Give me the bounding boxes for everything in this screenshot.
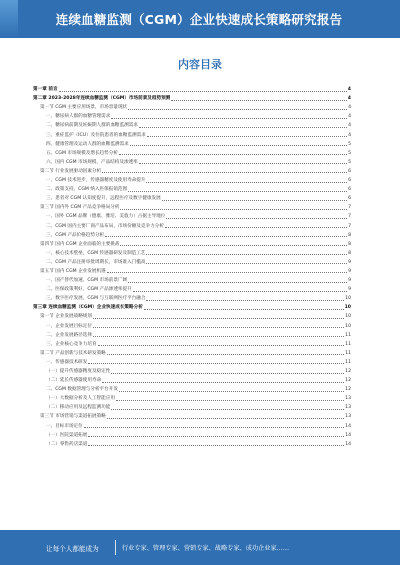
toc-entry[interactable] bbox=[33, 139, 351, 148]
toc-leader-dots bbox=[105, 236, 347, 237]
toc-entry[interactable] bbox=[33, 366, 351, 375]
toc-entry-page: 11 bbox=[345, 332, 351, 338]
toc-entry-text: 二、医保政策利好，CGM 产品渗透率提升 bbox=[46, 287, 132, 293]
toc-entry-page: 12 bbox=[345, 387, 351, 393]
toc-entry-page: 9 bbox=[348, 268, 351, 274]
toc-entry[interactable] bbox=[33, 302, 351, 311]
toc-leader-dots bbox=[162, 200, 347, 201]
toc-entry-page: 5 bbox=[348, 141, 351, 147]
toc-leader-dots bbox=[128, 282, 347, 283]
toc-entry-text: （一）医院渠道拓展 bbox=[46, 432, 88, 438]
toc-entry[interactable] bbox=[33, 175, 351, 184]
toc-entry-page: 11 bbox=[345, 350, 351, 356]
toc-entry-page: 14 bbox=[345, 423, 351, 429]
toc-entry-page: 5 bbox=[348, 150, 351, 156]
toc-entry-page: 10 bbox=[344, 305, 351, 311]
toc-entry[interactable] bbox=[33, 311, 351, 320]
toc-entry-text: 一、国外 CGM 品牌（德康、雅培、美敦力）占据主导地位 bbox=[46, 214, 166, 220]
toc-leader-dots bbox=[130, 145, 347, 146]
toc-entry-text: 二、糖尿病前期及妊娠期人群的血糖监测需求 bbox=[46, 123, 138, 129]
toc-entry[interactable] bbox=[33, 339, 351, 348]
toc-entry[interactable] bbox=[33, 293, 351, 302]
toc-leader-dots bbox=[93, 336, 344, 337]
toc-entry-page: 13 bbox=[345, 405, 351, 411]
toc-entry-text: 一、CGM 技术进步，传感器精度及使用寿命提升 bbox=[46, 178, 146, 184]
toc-entry-text: 第二节 产品创新与技术研发策略 bbox=[40, 350, 106, 356]
toc-entry[interactable] bbox=[33, 202, 351, 211]
toc-entry-page: 7 bbox=[348, 223, 351, 229]
toc-entry-text: 第三节 市场营销与渠道拓展策略 bbox=[40, 414, 106, 420]
toc-entry-page: 12 bbox=[345, 378, 351, 384]
toc-entry-page: 13 bbox=[345, 396, 351, 402]
toc-leader-dots bbox=[111, 118, 347, 119]
toc-leader-dots bbox=[93, 327, 344, 328]
toc-entry[interactable] bbox=[33, 157, 351, 166]
toc-entry-text: 第一节 企业发展战略规划 bbox=[40, 314, 92, 320]
toc-leader-dots bbox=[116, 400, 344, 401]
toc-leader-dots bbox=[107, 272, 347, 273]
toc-entry-text: （二）延长传感器使用寿命 bbox=[46, 378, 102, 384]
toc-leader-dots bbox=[147, 136, 347, 137]
toc-entry-page: 14 bbox=[345, 432, 351, 438]
toc-entry-text: 一、核心技术壁垒，CGM 传感器研发及制造工艺 bbox=[46, 250, 146, 256]
toc-entry-page: 7 bbox=[348, 214, 351, 220]
toc-entry[interactable] bbox=[33, 402, 351, 411]
toc-entry[interactable] bbox=[33, 357, 351, 366]
toc-entry-page: 4 bbox=[348, 123, 351, 129]
toc-entry-page: 11 bbox=[345, 359, 351, 365]
toc-entry[interactable] bbox=[33, 129, 351, 138]
toc-entry-page: 4 bbox=[348, 105, 351, 111]
toc-entry[interactable] bbox=[33, 393, 351, 402]
toc-entry-text: 二、CGM 国内主要厂商产品布局、市场份额及竞争力分析 bbox=[46, 223, 164, 229]
toc-entry[interactable] bbox=[33, 330, 351, 339]
toc-leader-dots bbox=[139, 127, 347, 128]
toc-entry-page: 4 bbox=[347, 96, 351, 102]
toc-entry-page: 5 bbox=[348, 159, 351, 165]
toc-entry-text: 二、CGM 数据管理与分析平台开发 bbox=[46, 387, 118, 393]
toc-entry-page: 9 bbox=[348, 259, 351, 265]
toc-leader-dots bbox=[171, 100, 347, 101]
toc-entry[interactable] bbox=[33, 430, 351, 439]
toc-leader-dots bbox=[111, 373, 344, 374]
toc-entry-page: 6 bbox=[348, 196, 351, 202]
toc-entry-page: 7 bbox=[348, 205, 351, 211]
toc-entry[interactable] bbox=[33, 375, 351, 384]
toc-entry-text: 第一章 前言 bbox=[33, 87, 58, 93]
toc-entry-text: 第一节 CGM 主要应用场景，市场容量现状 bbox=[40, 105, 128, 111]
toc-entry[interactable] bbox=[33, 230, 351, 239]
toc-entry-text: 一、目标市场定位 bbox=[46, 423, 83, 429]
toc-leader-dots bbox=[107, 418, 344, 419]
toc-entry[interactable] bbox=[33, 84, 351, 93]
toc-entry[interactable] bbox=[33, 148, 351, 157]
toc-entry[interactable] bbox=[33, 111, 351, 120]
toc-leader-dots bbox=[102, 382, 344, 383]
toc-entry-text: 第三节 国内外 CGM 产品竞争格局分析 bbox=[40, 205, 120, 211]
toc-entry[interactable] bbox=[33, 384, 351, 393]
toc-leader-dots bbox=[146, 263, 347, 264]
toc-entry-text: 六、国内 CGM 市场规模、产品结构及渗透率 bbox=[46, 159, 138, 165]
footer-slogan: 让每个人都能成为 bbox=[46, 544, 99, 553]
toc-entry-text: 三、患者对 CGM 认知度提升，远程医疗及数字健康发展 bbox=[46, 196, 161, 202]
table-of-contents bbox=[33, 84, 351, 448]
toc-leader-dots bbox=[88, 436, 344, 437]
toc-entry-page: 14 bbox=[345, 441, 351, 447]
toc-entry-page: 10 bbox=[345, 323, 351, 329]
toc-entry-text: 一、国产替代加速，CGM 市场前景广阔 bbox=[46, 278, 128, 284]
toc-entry-text: （二）零售药店渠道 bbox=[46, 441, 88, 447]
toc-entry[interactable] bbox=[33, 239, 351, 248]
toc-entry-page: 4 bbox=[347, 87, 351, 93]
toc-entry[interactable] bbox=[33, 184, 351, 193]
toc-entry-text: （一）提升传感器精度及稳定性 bbox=[46, 369, 111, 374]
toc-leader-dots bbox=[120, 245, 347, 246]
toc-leader-dots bbox=[59, 91, 347, 92]
footer-divider bbox=[115, 540, 116, 555]
report-title: 连续血糖监测（CGM）企业快速成长策略研究报告 bbox=[55, 12, 343, 27]
toc-leader-dots bbox=[84, 427, 344, 428]
toc-entry-text: 一、糖尿病人群的血糖管理需求 bbox=[46, 114, 111, 120]
toc-entry[interactable] bbox=[33, 120, 351, 129]
toc-entry[interactable] bbox=[33, 166, 351, 175]
toc-leader-dots bbox=[93, 318, 344, 319]
toc-entry-page: 10 bbox=[345, 314, 351, 320]
toc-entry-page: 6 bbox=[348, 168, 351, 174]
header-bar bbox=[0, 0, 400, 38]
toc-entry-text: （二）移动应用及远程监测功能 bbox=[46, 405, 111, 411]
toc-leader-dots bbox=[146, 300, 344, 301]
toc-entry[interactable] bbox=[33, 102, 351, 111]
toc-leader-dots bbox=[165, 227, 347, 228]
toc-leader-dots bbox=[119, 154, 347, 155]
toc-leader-dots bbox=[144, 309, 344, 310]
toc-entry[interactable] bbox=[33, 348, 351, 357]
toc-entry-page: 12 bbox=[345, 369, 351, 374]
toc-entry[interactable] bbox=[33, 211, 351, 220]
toc-entry-text: 第三章 连续血糖监测（CGM）企业快速成长策略分析 bbox=[33, 305, 143, 311]
toc-entry[interactable] bbox=[33, 420, 351, 429]
toc-entry-text: 三、企业核心竞争力培育 bbox=[46, 341, 97, 347]
toc-entry-text: （一）大数据分析及人工智能应用 bbox=[46, 396, 115, 402]
toc-entry[interactable] bbox=[33, 193, 351, 202]
toc-entry-page: 4 bbox=[348, 114, 351, 120]
toc-entry[interactable] bbox=[33, 248, 351, 257]
toc-entry-page: 8 bbox=[348, 250, 351, 256]
toc-leader-dots bbox=[107, 354, 344, 355]
toc-entry[interactable] bbox=[33, 220, 351, 229]
toc-entry-text: 二、企业发展路径选择 bbox=[46, 332, 92, 338]
toc-leader-dots bbox=[139, 163, 347, 164]
toc-leader-dots bbox=[119, 391, 344, 392]
toc-entry-text: 四、健康管理及运动人群的血糖监测需求 bbox=[46, 141, 129, 147]
toc-entry[interactable] bbox=[33, 93, 351, 102]
toc-entry-text: 第二章 2023-2028年连续血糖监测（CGM）市场前景及趋势预测 bbox=[33, 96, 171, 102]
toc-leader-dots bbox=[102, 172, 347, 173]
toc-leader-dots bbox=[98, 345, 345, 346]
toc-entry[interactable] bbox=[33, 320, 351, 329]
toc-leader-dots bbox=[166, 218, 347, 219]
toc-entry-text: 第四节 国内 CGM 企业面临的主要挑战 bbox=[40, 241, 120, 247]
toc-entry-page: 8 bbox=[348, 232, 351, 238]
toc-entry[interactable] bbox=[33, 266, 351, 275]
toc-heading: 内容目录 bbox=[178, 58, 222, 71]
toc-leader-dots bbox=[111, 409, 344, 410]
toc-entry-page: 13 bbox=[345, 414, 351, 420]
toc-entry-text: 二、政策支持，CGM 纳入医保报销范围 bbox=[46, 187, 128, 193]
toc-entry-text: 三、数字医疗发展，CGM 与互联网医疗平台融合 bbox=[46, 296, 146, 302]
toc-entry-page: 11 bbox=[345, 341, 351, 347]
toc-entry-page: 6 bbox=[348, 178, 351, 184]
footer-tagline: 行业专家、管理专家、营销专家、战略专家、成功企业家…… bbox=[122, 545, 290, 552]
toc-entry[interactable] bbox=[33, 439, 351, 448]
toc-entry-page: 9 bbox=[348, 287, 351, 293]
toc-entry[interactable] bbox=[33, 275, 351, 284]
toc-leader-dots bbox=[128, 191, 347, 192]
toc-entry[interactable] bbox=[33, 257, 351, 266]
toc-entry-text: 二、CGM 产品注册审批周期长，市场准入门槛高 bbox=[46, 259, 146, 265]
toc-leader-dots bbox=[120, 209, 347, 210]
toc-entry-page: 9 bbox=[348, 278, 351, 284]
toc-entry-text: 三、重症监护（ICU）及住院患者的血糖监测需求 bbox=[46, 132, 146, 138]
toc-leader-dots bbox=[128, 109, 347, 110]
footer-bar bbox=[0, 530, 400, 565]
toc-leader-dots bbox=[146, 254, 347, 255]
toc-entry-text: 三、CGM 产品价格趋势分析 bbox=[46, 232, 105, 238]
toc-entry[interactable] bbox=[33, 411, 351, 420]
toc-leader-dots bbox=[88, 363, 344, 364]
toc-entry-text: 一、传感器技术研发 bbox=[46, 359, 88, 365]
toc-entry-text: 一、企业发展目标定位 bbox=[46, 323, 92, 329]
toc-entry-text: 五、CGM 市场规模及增长趋势分析 bbox=[46, 150, 118, 156]
toc-entry-text: 第二节 行业发展驱动因素分析 bbox=[40, 168, 102, 174]
toc-leader-dots bbox=[133, 291, 347, 292]
toc-entry-page: 4 bbox=[348, 132, 351, 138]
toc-entry-page: 8 bbox=[348, 241, 351, 247]
toc-leader-dots bbox=[146, 182, 347, 183]
toc-entry-page: 10 bbox=[345, 296, 351, 302]
toc-leader-dots bbox=[88, 445, 344, 446]
toc-entry[interactable] bbox=[33, 284, 351, 293]
toc-entry-text: 第五节 国内 CGM 企业发展机遇 bbox=[40, 268, 106, 274]
toc-entry-page: 6 bbox=[348, 187, 351, 193]
